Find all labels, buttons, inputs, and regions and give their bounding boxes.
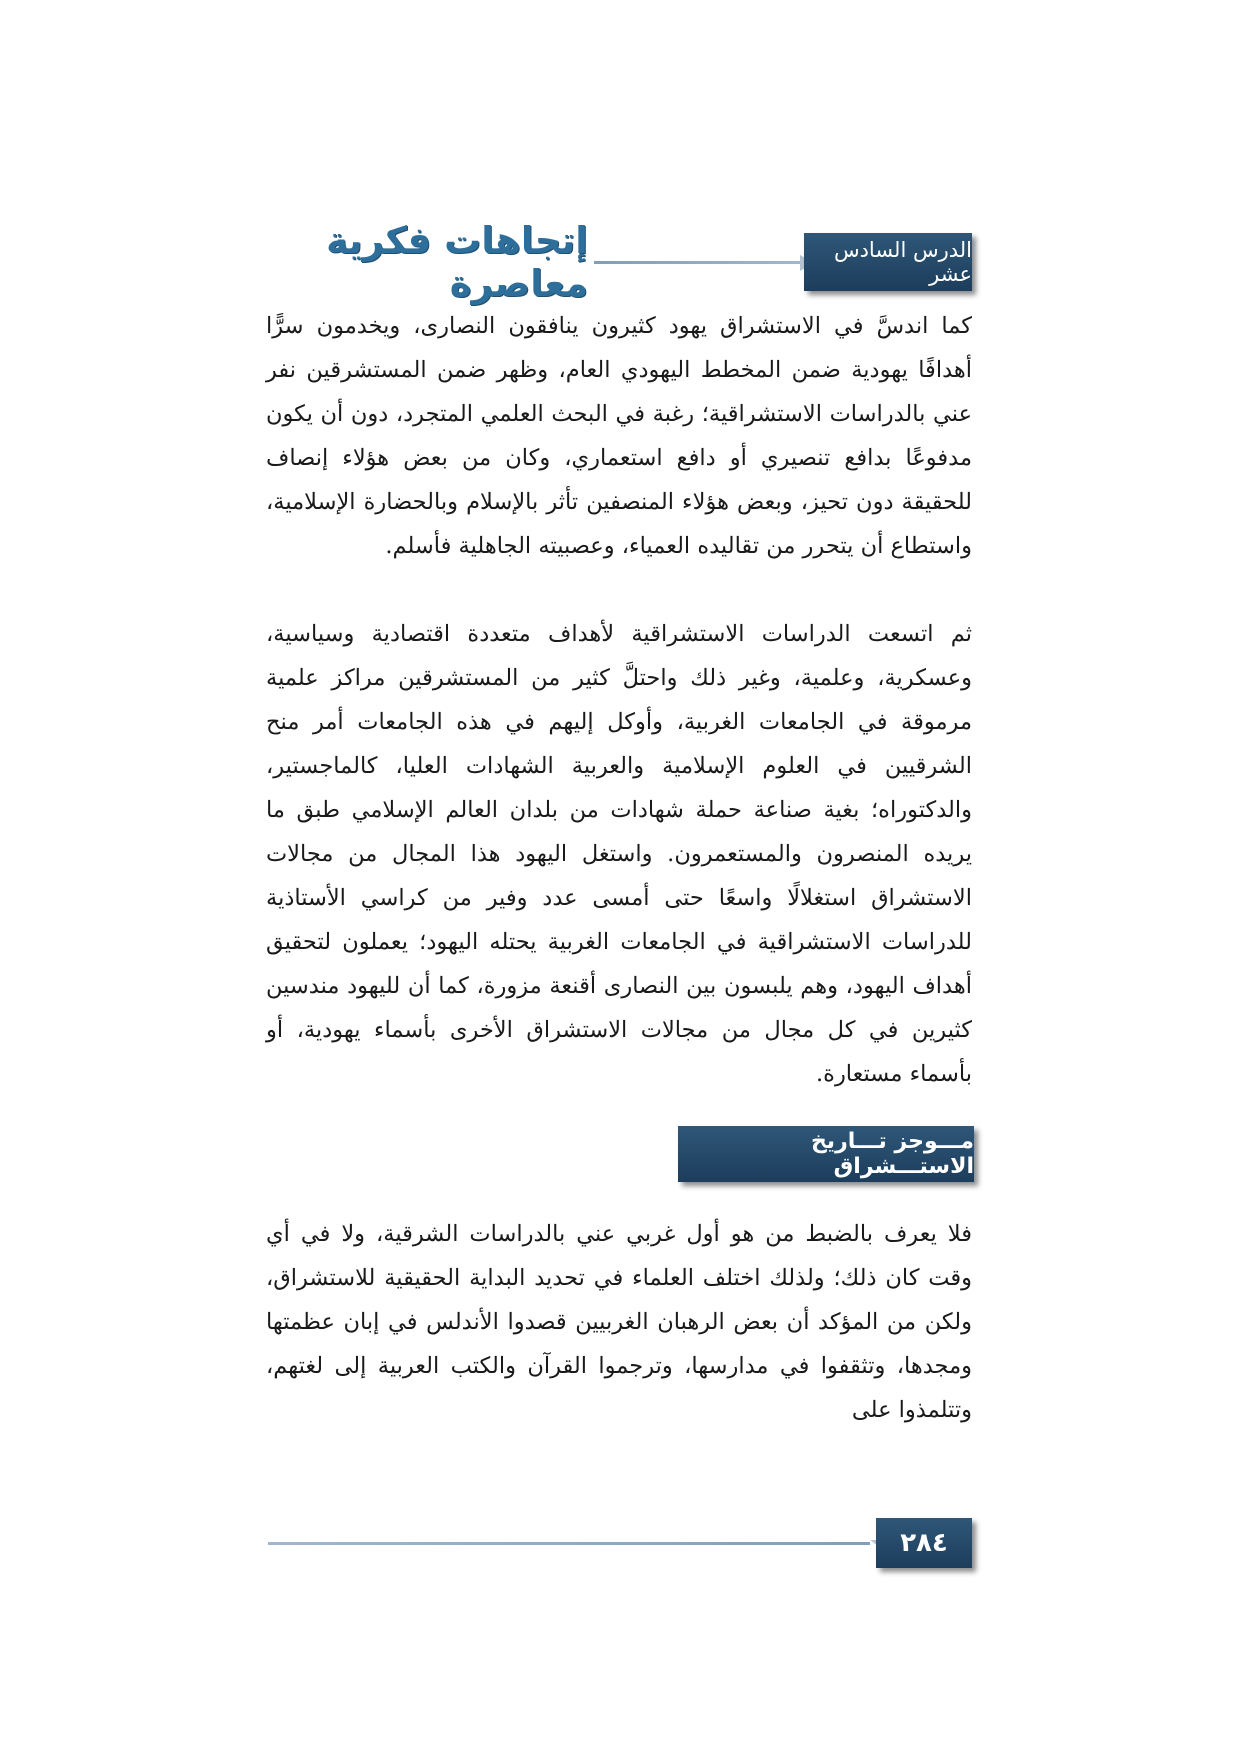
page-number: ٢٨٤ <box>876 1518 972 1568</box>
page-footer <box>268 1518 972 1568</box>
page-header <box>268 219 972 305</box>
lesson-label: الدرس السادس عشر <box>804 233 972 291</box>
paragraph-2: ثم اتسعت الدراسات الاستشراقية لأهداف متعددة اقتصادية وسياسية، وعسكرية، وعلمية، وغير ذلك واحتلَّ كثير من المستشرقين مراكز علمية مرموقة في الجامعات الغربية، وأوكل إليهم في هذه الجامعات أمر منح الشرقيين في العلوم الإسلامية والعربية الشهادات العليا، كالماجستير، والدكتوراه؛ بغية صناعة حملة شهادات من بلدان العالم الإسلامي طبق ما يريده المنصرون والمستعمرون. واستغل اليهود هذا المجال من مجالات الاستشراق استغلالًا واسعًا حتى أمسى عدد وفير من كراسي الأستاذية للدراسات الاستشراقية في الجامعات الغربية يحتله اليهود؛ يعملون لتحقيق أهداف اليهود، وهم يلبسون بين النصارى أقنعة مزورة، كما أن لليهود مندسين كثيرين في كل مجال من مجالات الاستشراق الأخرى بأسماء يهودية، أو بأسماء مستعارة. <box>266 621 972 1087</box>
footer-divider <box>268 1542 870 1545</box>
paragraph-1: كما اندسَّ في الاستشراق يهود كثيرون ينافقون النصارى، ويخدمون سرًّا أهدافًا يهودية ضمن المخطط اليهودي العام، وظهر ضمن المستشرقين نفر عني بالدراسات الاستشراقية؛ رغبة في البحث العلمي المتجرد، دون أن يكون مدفوعًا بدافع تنصيري أو دافع استعماري، وكان من بعض هؤلاء إنصاف للحقيقة دون تحيز، وبعض هؤلاء المنصفين تأثر بالإسلام وبالحضارة الإسلامية، واستطاع أن يتحرر من تقاليده العمياء، وعصبيته الجاهلية فأسلم. <box>266 313 973 559</box>
book-title: إتجاهات فكرية معاصرة <box>326 219 588 305</box>
paragraph-3: فلا يعرف بالضبط من هو أول غربي عني بالدراسات الشرقية، ولا في أي وقت كان ذلك؛ ولذلك اختلف العلماء في تحديد البداية الحقيقية للاستشراق، ولكن من المؤكد أن بعض الرهبان الغربيين قصدوا الأندلس في إبان عظمتها ومجدها، وتثقفوا في مدارسها، وترجموا القرآن والكتب العربية إلى لغتهم، وتتلمذوا على <box>266 1221 972 1423</box>
header-divider <box>594 261 800 264</box>
section-heading: مـــوجز تـــاريخ الاستـــشراق <box>678 1126 974 1182</box>
